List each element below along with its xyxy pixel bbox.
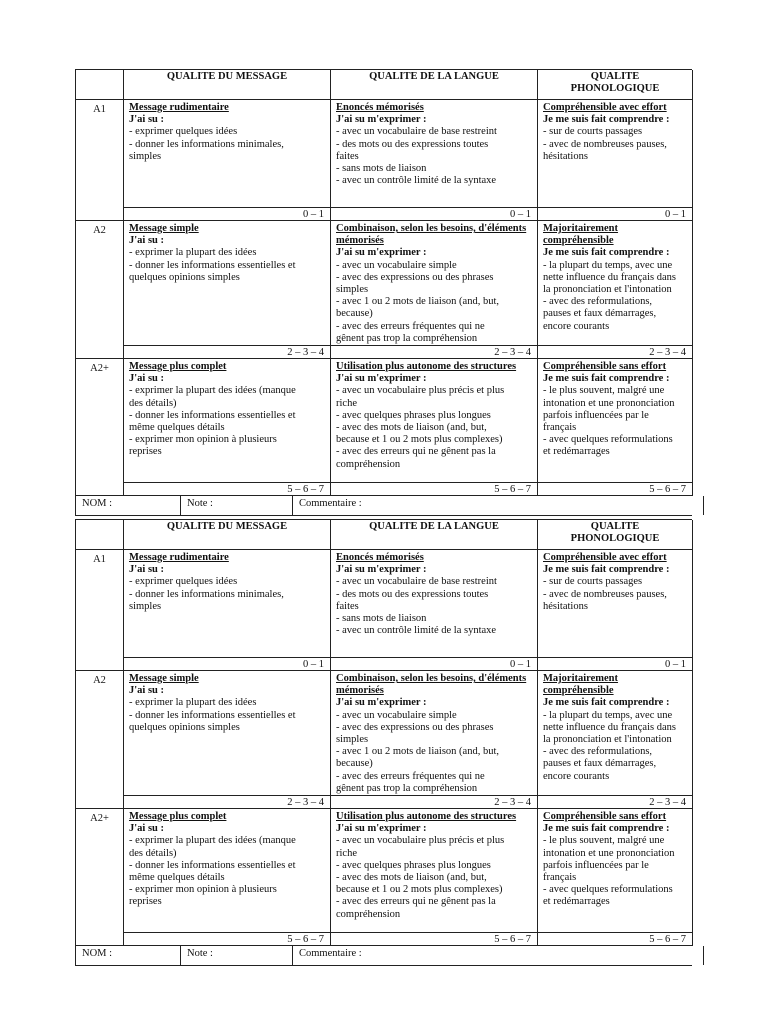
criteria-title: Enoncés mémorisés: [336, 102, 424, 113]
criteria-cell: [331, 671, 538, 796]
criteria-line: - avec 1 ou 2 mots de liaison (and, but,: [336, 296, 500, 308]
criteria-line: because): [336, 308, 373, 320]
score-range: 5 – 6 – 7: [331, 483, 538, 496]
criteria-line: - exprimer la plupart des idées (manque: [129, 835, 296, 847]
score-range: 2 – 3 – 4: [124, 346, 331, 359]
criteria-cell: [124, 671, 331, 796]
criteria-subtitle: J'ai su m'exprimer :: [336, 697, 427, 709]
criteria-subtitle: J'ai su :: [129, 685, 165, 697]
criteria-line: - exprimer la plupart des idées: [129, 247, 257, 259]
score-range: 5 – 6 – 7: [331, 933, 538, 946]
criteria-line: encore courants: [543, 320, 610, 332]
rubric-table: [75, 69, 692, 496]
name-field: NOM :: [76, 496, 181, 515]
student-footer: [75, 496, 692, 516]
criteria-title: Majoritairement compréhensible: [543, 673, 619, 697]
criteria-line: nette influence du français dans: [543, 271, 676, 283]
criteria-cell: [331, 359, 538, 483]
score-range: 2 – 3 – 4: [331, 796, 538, 809]
criteria-title: Compréhensible avec effort: [543, 552, 667, 563]
criteria-line: hésitations: [543, 150, 588, 162]
criteria-line: - des mots ou des expressions toutes: [336, 138, 489, 150]
criteria-line: la prononciation et l'intonation: [543, 284, 672, 296]
criteria-subtitle: J'ai su :: [129, 823, 165, 835]
criteria-cell: [538, 221, 693, 346]
criteria-subtitle: Je me suis fait comprendre :: [543, 114, 670, 126]
criteria-subtitle: Je me suis fait comprendre :: [543, 373, 670, 385]
criteria-line: faites: [336, 600, 359, 612]
criteria-cell: [124, 359, 331, 483]
criteria-subtitle: J'ai su :: [129, 564, 165, 576]
criteria-cell: [538, 550, 693, 658]
name-field: NOM :: [76, 946, 181, 965]
criteria-line: parfois influencées par le: [543, 409, 649, 421]
criteria-line: - la plupart du temps, avec une: [543, 709, 673, 721]
criteria-line: - avec 1 ou 2 mots de liaison (and, but,: [336, 746, 500, 758]
criteria-line: - avec un vocabulaire simple: [336, 709, 457, 721]
score-range: 2 – 3 – 4: [124, 796, 331, 809]
criteria-subtitle: J'ai su :: [129, 114, 165, 126]
criteria-subtitle: Je me suis fait comprendre :: [543, 697, 670, 709]
rubric-table: [75, 519, 692, 946]
criteria-line: - avec un vocabulaire de base restreint: [336, 126, 497, 138]
criteria-line: - exprimer mon opinion à plusieurs: [129, 884, 277, 896]
criteria-title: Utilisation plus autonome des structures: [336, 361, 517, 372]
level-label: A1: [76, 100, 124, 221]
criteria-cell: [538, 809, 693, 933]
score-range: 0 – 1: [331, 208, 538, 221]
criteria-title: Message plus complet: [129, 361, 227, 372]
criteria-cell: [538, 100, 693, 208]
criteria-line: des détails): [129, 397, 177, 409]
evaluation-grid-1: [75, 69, 692, 516]
criteria-line: riche: [336, 847, 357, 859]
score-range: 2 – 3 – 4: [538, 346, 693, 359]
criteria-line: quelques opinions simples: [129, 721, 240, 733]
criteria-line: because): [336, 758, 373, 770]
level-label: A2: [76, 671, 124, 809]
criteria-title: Message simple: [129, 223, 199, 234]
criteria-cell: [538, 359, 693, 483]
criteria-line: compréhension: [336, 458, 401, 470]
criteria-line: because et 1 ou 2 mots plus complexes): [336, 434, 503, 446]
criteria-subtitle: J'ai su m'exprimer :: [336, 247, 427, 259]
criteria-line: - exprimer la plupart des idées (manque: [129, 385, 296, 397]
criteria-line: simples: [336, 734, 369, 746]
criteria-line: - avec des erreurs qui ne gênent pas la: [336, 446, 496, 458]
score-range: 0 – 1: [538, 208, 693, 221]
criteria-line: - sur de courts passages: [543, 126, 643, 138]
score-range: 2 – 3 – 4: [538, 796, 693, 809]
criteria-subtitle: J'ai su m'exprimer :: [336, 373, 427, 385]
criteria-line: intonation et une prononciation: [543, 847, 675, 859]
criteria-cell: [124, 100, 331, 208]
criteria-title: Compréhensible avec effort: [543, 102, 667, 113]
criteria-line: - avec de nombreuses pauses,: [543, 138, 667, 150]
header-corner: [76, 70, 124, 100]
criteria-title: Compréhensible sans effort: [543, 361, 667, 372]
criteria-line: - avec un vocabulaire simple: [336, 259, 457, 271]
criteria-cell: [538, 671, 693, 796]
criteria-line: - avec quelques phrases plus longues: [336, 409, 491, 421]
criteria-subtitle: J'ai su m'exprimer :: [336, 564, 427, 576]
criteria-line: - sur de courts passages: [543, 576, 643, 588]
level-label: A1: [76, 550, 124, 671]
criteria-subtitle: J'ai su m'exprimer :: [336, 823, 427, 835]
criteria-line: quelques opinions simples: [129, 271, 240, 283]
criteria-line: gênent pas trop la compréhension: [336, 782, 478, 794]
criteria-line: et redémarrages: [543, 446, 610, 458]
criteria-line: - des mots ou des expressions toutes: [336, 588, 489, 600]
criteria-line: parfois influencées par le: [543, 859, 649, 871]
criteria-line: reprises: [129, 446, 162, 458]
criteria-line: simples: [129, 600, 162, 612]
score-range: 2 – 3 – 4: [331, 346, 538, 359]
criteria-title: Enoncés mémorisés: [336, 552, 424, 563]
criteria-cell: [331, 100, 538, 208]
header-corner: [76, 520, 124, 550]
criteria-title: Utilisation plus autonome des structures: [336, 811, 517, 822]
criteria-cell: [331, 550, 538, 658]
criteria-line: pauses et faux démarrages,: [543, 758, 657, 770]
criteria-title: Compréhensible sans effort: [543, 811, 667, 822]
criteria-line: - exprimer mon opinion à plusieurs: [129, 434, 277, 446]
criteria-line: hésitations: [543, 600, 588, 612]
criteria-line: la prononciation et l'intonation: [543, 734, 672, 746]
criteria-line: - donner les informations minimales,: [129, 588, 284, 600]
comment-field: Commentaire :: [293, 946, 704, 965]
criteria-line: - avec des erreurs qui ne gênent pas la: [336, 896, 496, 908]
criteria-line: et redémarrages: [543, 896, 610, 908]
student-footer: [75, 946, 692, 966]
criteria-title: Combinaison, selon les besoins, d'éléments mémorisés: [336, 673, 527, 697]
criteria-line: simples: [129, 150, 162, 162]
criteria-line: même quelques détails: [129, 422, 225, 434]
column-header: QUALITE DE LA LANGUE: [331, 70, 538, 100]
score-range: 5 – 6 – 7: [124, 483, 331, 496]
criteria-line: - avec un vocabulaire plus précis et plus: [336, 835, 505, 847]
column-header: QUALITE DU MESSAGE: [124, 70, 331, 100]
criteria-line: pauses et faux démarrages,: [543, 308, 657, 320]
criteria-subtitle: J'ai su :: [129, 235, 165, 247]
criteria-line: - exprimer quelques idées: [129, 126, 238, 138]
criteria-line: - avec des expressions ou des phrases: [336, 271, 494, 283]
criteria-line: des détails): [129, 847, 177, 859]
score-range: 0 – 1: [331, 658, 538, 671]
criteria-title: Message plus complet: [129, 811, 227, 822]
criteria-line: - donner les informations essentielles et: [129, 709, 296, 721]
criteria-line: - sans mots de liaison: [336, 613, 427, 625]
score-range: 5 – 6 – 7: [538, 483, 693, 496]
criteria-line: - avec un vocabulaire plus précis et plus: [336, 385, 505, 397]
criteria-line: - donner les informations essentielles et: [129, 409, 296, 421]
criteria-line: - avec quelques reformulations: [543, 884, 673, 896]
criteria-line: - donner les informations essentielles et: [129, 859, 296, 871]
criteria-line: gênent pas trop la compréhension: [336, 332, 478, 344]
score-range: 5 – 6 – 7: [538, 933, 693, 946]
criteria-line: - avec des expressions ou des phrases: [336, 721, 494, 733]
criteria-line: - avec des erreurs fréquentes qui ne: [336, 320, 485, 332]
criteria-line: même quelques détails: [129, 872, 225, 884]
column-header: QUALITE PHONOLOGIQUE: [538, 520, 693, 550]
criteria-line: - avec un contrôle limité de la syntaxe: [336, 175, 497, 187]
criteria-line: - avec des reformulations,: [543, 296, 653, 308]
criteria-line: - donner les informations essentielles et: [129, 259, 296, 271]
criteria-cell: [124, 809, 331, 933]
score-range: 0 – 1: [538, 658, 693, 671]
criteria-title: Message rudimentaire: [129, 102, 229, 113]
criteria-subtitle: J'ai su :: [129, 373, 165, 385]
criteria-line: encore courants: [543, 770, 610, 782]
criteria-line: intonation et une prononciation: [543, 397, 675, 409]
criteria-line: because et 1 ou 2 mots plus complexes): [336, 884, 503, 896]
criteria-line: - avec un contrôle limité de la syntaxe: [336, 625, 497, 637]
comment-field: Commentaire :: [293, 496, 704, 515]
column-header: QUALITE PHONOLOGIQUE: [538, 70, 693, 100]
criteria-line: français: [543, 872, 577, 884]
criteria-line: - sans mots de liaison: [336, 163, 427, 175]
criteria-title: Message rudimentaire: [129, 552, 229, 563]
criteria-line: - exprimer la plupart des idées: [129, 697, 257, 709]
criteria-line: - donner les informations minimales,: [129, 138, 284, 150]
score-range: 0 – 1: [124, 658, 331, 671]
criteria-cell: [331, 809, 538, 933]
level-label: A2+: [76, 809, 124, 946]
level-label: A2+: [76, 359, 124, 496]
criteria-cell: [124, 221, 331, 346]
criteria-subtitle: Je me suis fait comprendre :: [543, 247, 670, 259]
criteria-line: reprises: [129, 896, 162, 908]
criteria-subtitle: Je me suis fait comprendre :: [543, 823, 670, 835]
note-field: Note :: [181, 946, 293, 965]
level-label: A2: [76, 221, 124, 359]
criteria-line: - le plus souvent, malgré une: [543, 385, 665, 397]
column-header: QUALITE DU MESSAGE: [124, 520, 331, 550]
criteria-cell: [331, 221, 538, 346]
criteria-cell: [124, 550, 331, 658]
criteria-line: - avec de nombreuses pauses,: [543, 588, 667, 600]
criteria-line: - avec quelques phrases plus longues: [336, 859, 491, 871]
criteria-line: - avec quelques reformulations: [543, 434, 673, 446]
criteria-line: - avec des mots de liaison (and, but,: [336, 422, 487, 434]
criteria-title: Majoritairement compréhensible: [543, 223, 619, 247]
criteria-line: - avec des mots de liaison (and, but,: [336, 872, 487, 884]
criteria-line: - avec un vocabulaire de base restreint: [336, 576, 497, 588]
criteria-line: faites: [336, 150, 359, 162]
criteria-title: Combinaison, selon les besoins, d'éléments mémorisés: [336, 223, 527, 247]
criteria-line: - le plus souvent, malgré une: [543, 835, 665, 847]
criteria-line: riche: [336, 397, 357, 409]
column-header: QUALITE DE LA LANGUE: [331, 520, 538, 550]
score-range: 0 – 1: [124, 208, 331, 221]
criteria-subtitle: Je me suis fait comprendre :: [543, 564, 670, 576]
criteria-line: - exprimer quelques idées: [129, 576, 238, 588]
criteria-line: - avec des reformulations,: [543, 746, 653, 758]
criteria-title: Message simple: [129, 673, 199, 684]
criteria-subtitle: J'ai su m'exprimer :: [336, 114, 427, 126]
criteria-line: - avec des erreurs fréquentes qui ne: [336, 770, 485, 782]
note-field: Note :: [181, 496, 293, 515]
criteria-line: simples: [336, 284, 369, 296]
criteria-line: nette influence du français dans: [543, 721, 676, 733]
evaluation-grid-2: [75, 519, 692, 966]
criteria-line: compréhension: [336, 908, 401, 920]
score-range: 5 – 6 – 7: [124, 933, 331, 946]
criteria-line: français: [543, 422, 577, 434]
criteria-line: - la plupart du temps, avec une: [543, 259, 673, 271]
